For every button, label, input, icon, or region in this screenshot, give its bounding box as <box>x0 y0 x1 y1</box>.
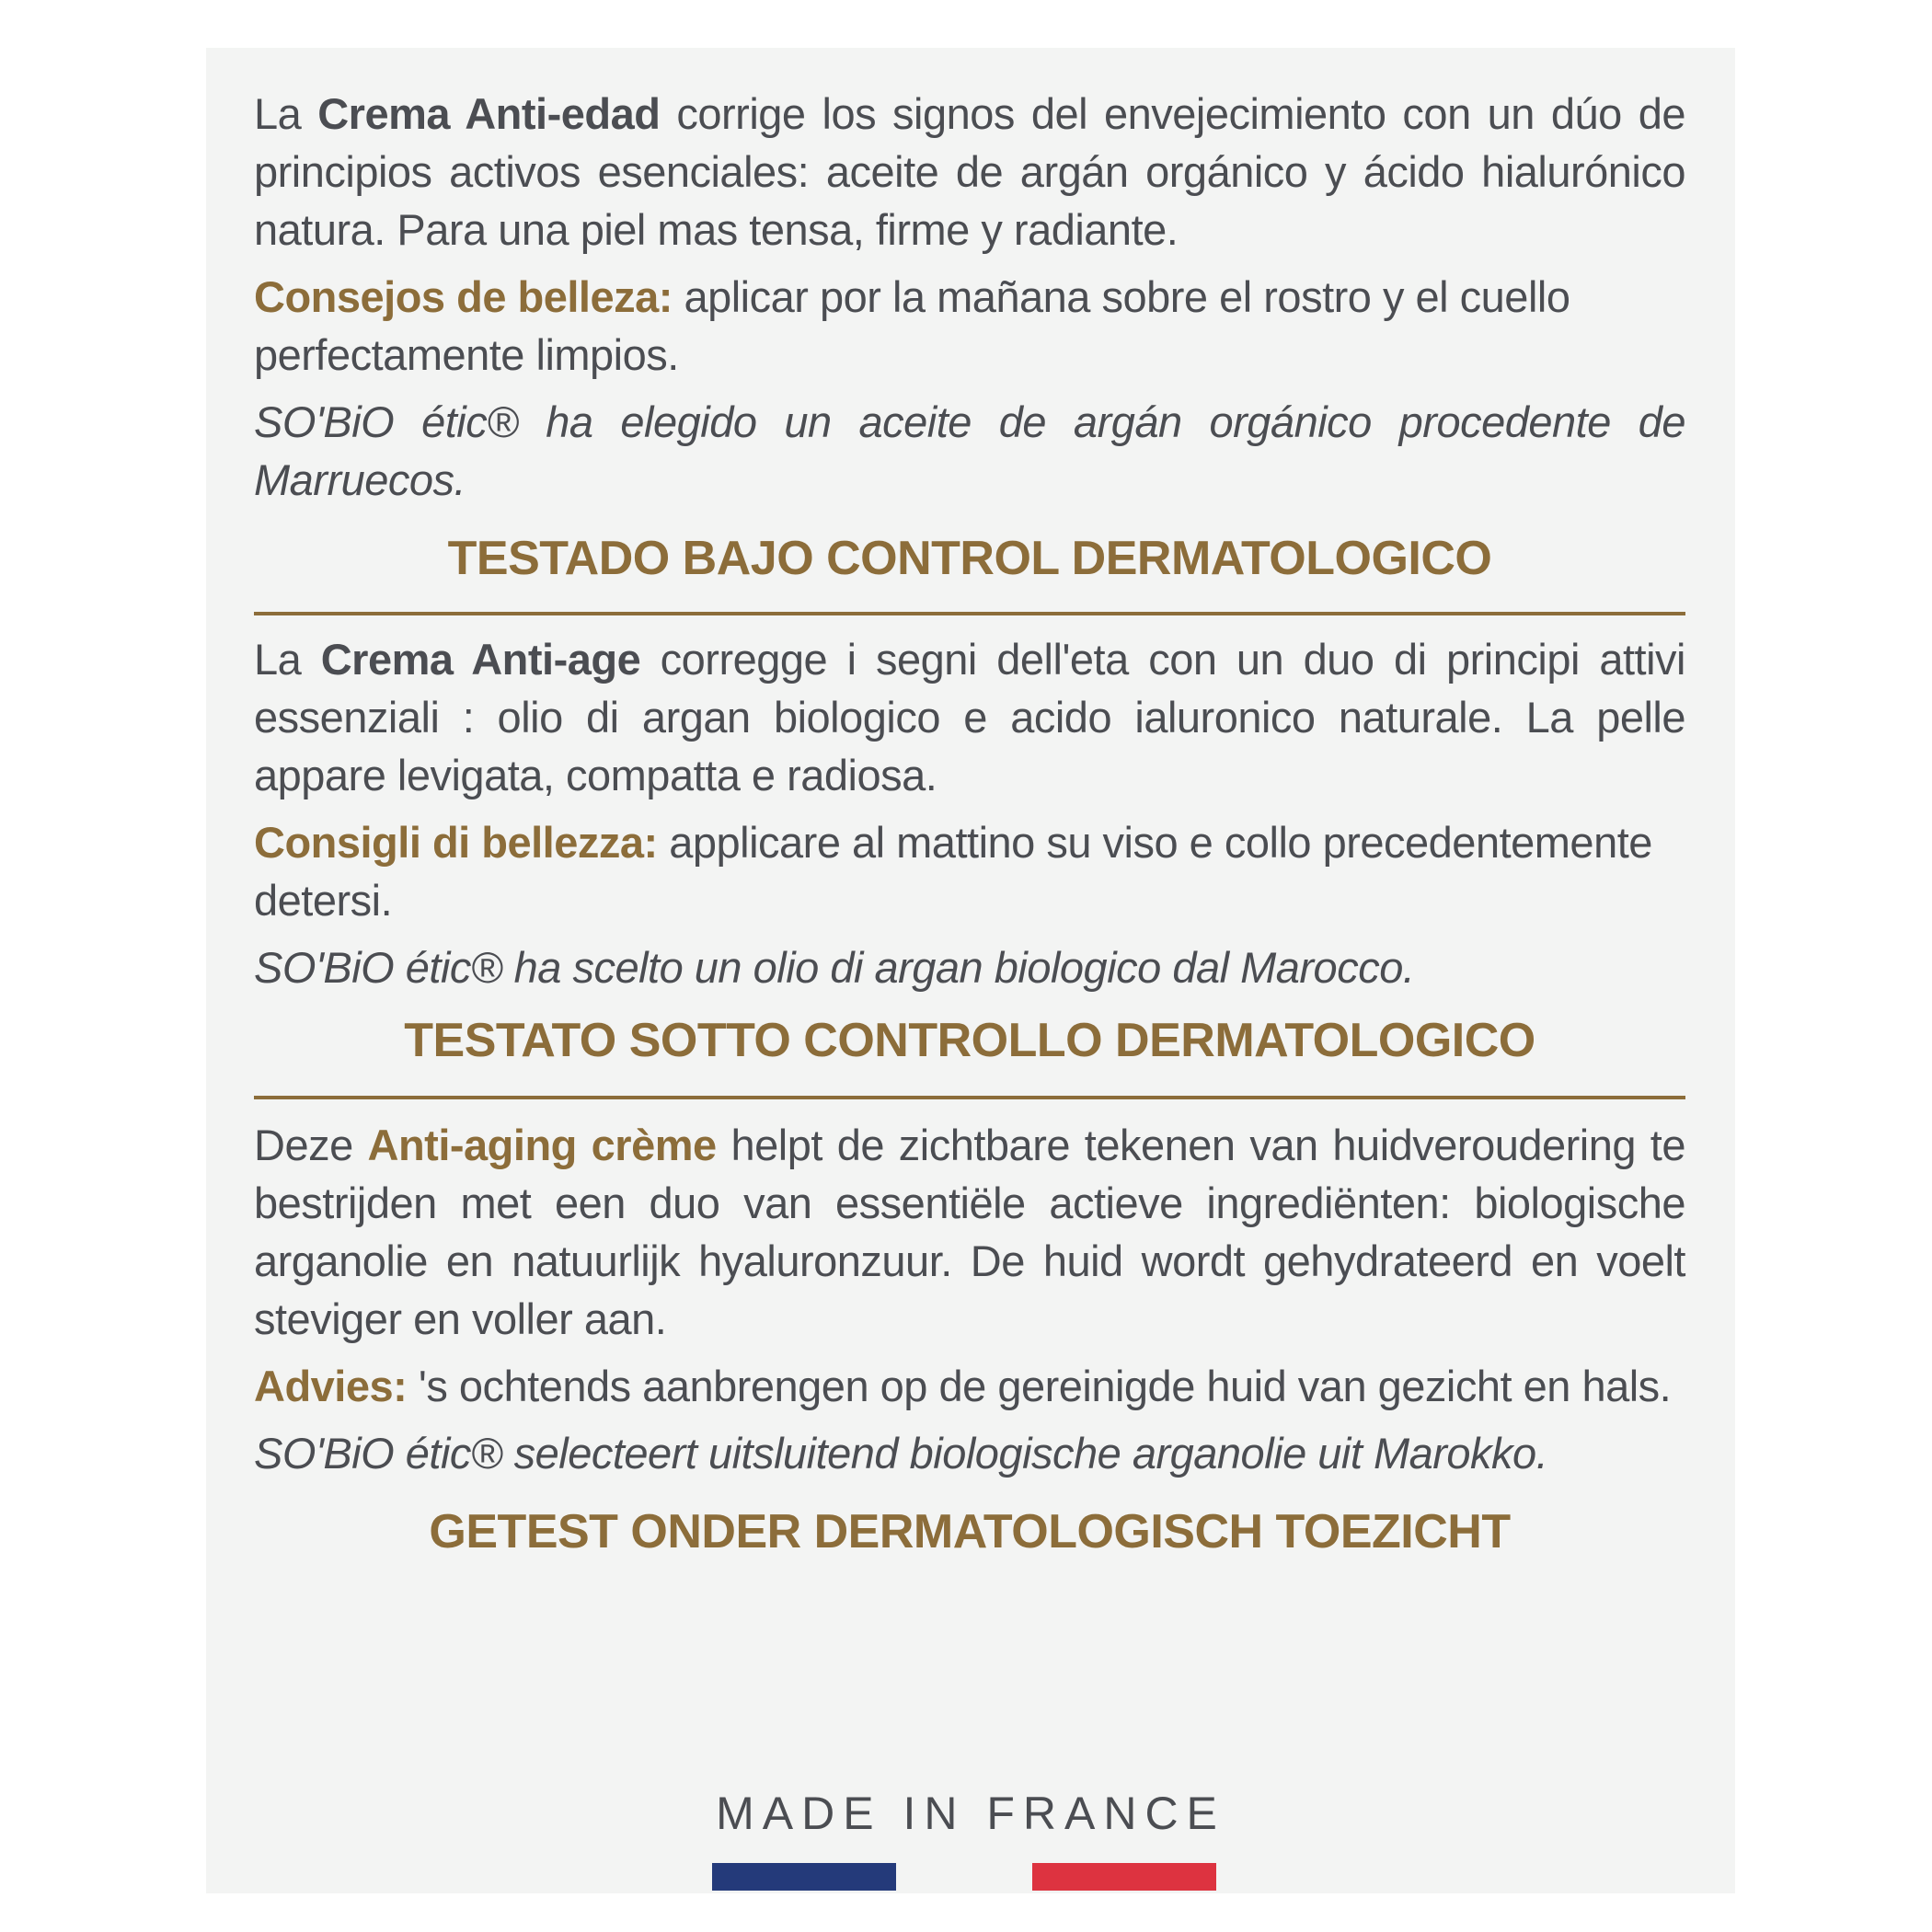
label-panel <box>206 48 1735 1893</box>
label-content <box>254 85 1685 1559</box>
es-product-name: Crema Anti-edad <box>317 89 661 138</box>
it-advice-label: Consigli di bellezza: <box>254 818 658 867</box>
made-in-france-label: MADE IN FRANCE <box>716 1788 1225 1839</box>
nl-beauty-advice: Advies: 's ochtends aanbrengen op de gereinigde huid van gezicht en hals. <box>254 1362 1672 1410</box>
nl-advice-label: Advies: <box>254 1362 408 1410</box>
es-origin-note: SO'BiO étic® ha elegido un aceite de argán orgánico procedente de Marruecos. <box>254 397 1685 504</box>
it-description: La Crema Anti-age corregge i segni dell'eta con un duo di principi attivi essenziali : olio di argan biologico e acido ialuronico naturale. La pelle appare levigata, compatta e radiosa. <box>254 635 1685 799</box>
french-flag-red-bar <box>1032 1863 1216 1891</box>
it-origin-note: SO'BiO étic® ha scelto un olio di argan biologico dal Marocco. <box>254 943 1415 992</box>
es-description: La Crema Anti-edad corrige los signos del envejecimiento con un dúo de principios activos esenciales: aceite de argán orgánico y ácido hialurónico natura. Para una piel mas tensa, firme y radiante. <box>254 89 1686 254</box>
it-tested-heading: TESTATO SOTTO CONTROLLO DERMATOLOGICO <box>404 1014 1535 1067</box>
it-beauty-advice: Consigli di bellezza: applicare al mattino su viso e collo precedentemente detersi. <box>254 818 1652 925</box>
nl-origin-note: SO'BiO étic® selecteert uitsluitend biologische arganolie uit Marokko. <box>254 1429 1548 1478</box>
nl-description: Deze Anti-aging crème helpt de zichtbare tekenen van huidveroudering te bestrijden met een duo van essentiële actieve ingrediënten: biologische arganolie en natuurlijk hyaluronzuur. De huid wordt gehydrateerd en voelt steviger en voller aan. <box>254 1121 1685 1343</box>
french-flag-blue-bar <box>712 1863 896 1891</box>
it-product-name: Crema Anti-age <box>320 635 641 684</box>
nl-product-name: Anti-aging crème <box>367 1121 717 1169</box>
section-divider <box>254 1096 1685 1099</box>
es-advice-label: Consejos de belleza: <box>254 272 673 321</box>
es-tested-heading: TESTADO BAJO CONTROL DERMATOLOGICO <box>447 532 1492 585</box>
nl-tested-heading: GETEST ONDER DERMATOLOGISCH TOEZICHT <box>429 1505 1511 1558</box>
es-beauty-advice: Consejos de belleza: aplicar por la mañana sobre el rostro y el cuello perfectamente limpios. <box>254 272 1570 379</box>
section-divider <box>254 612 1685 615</box>
